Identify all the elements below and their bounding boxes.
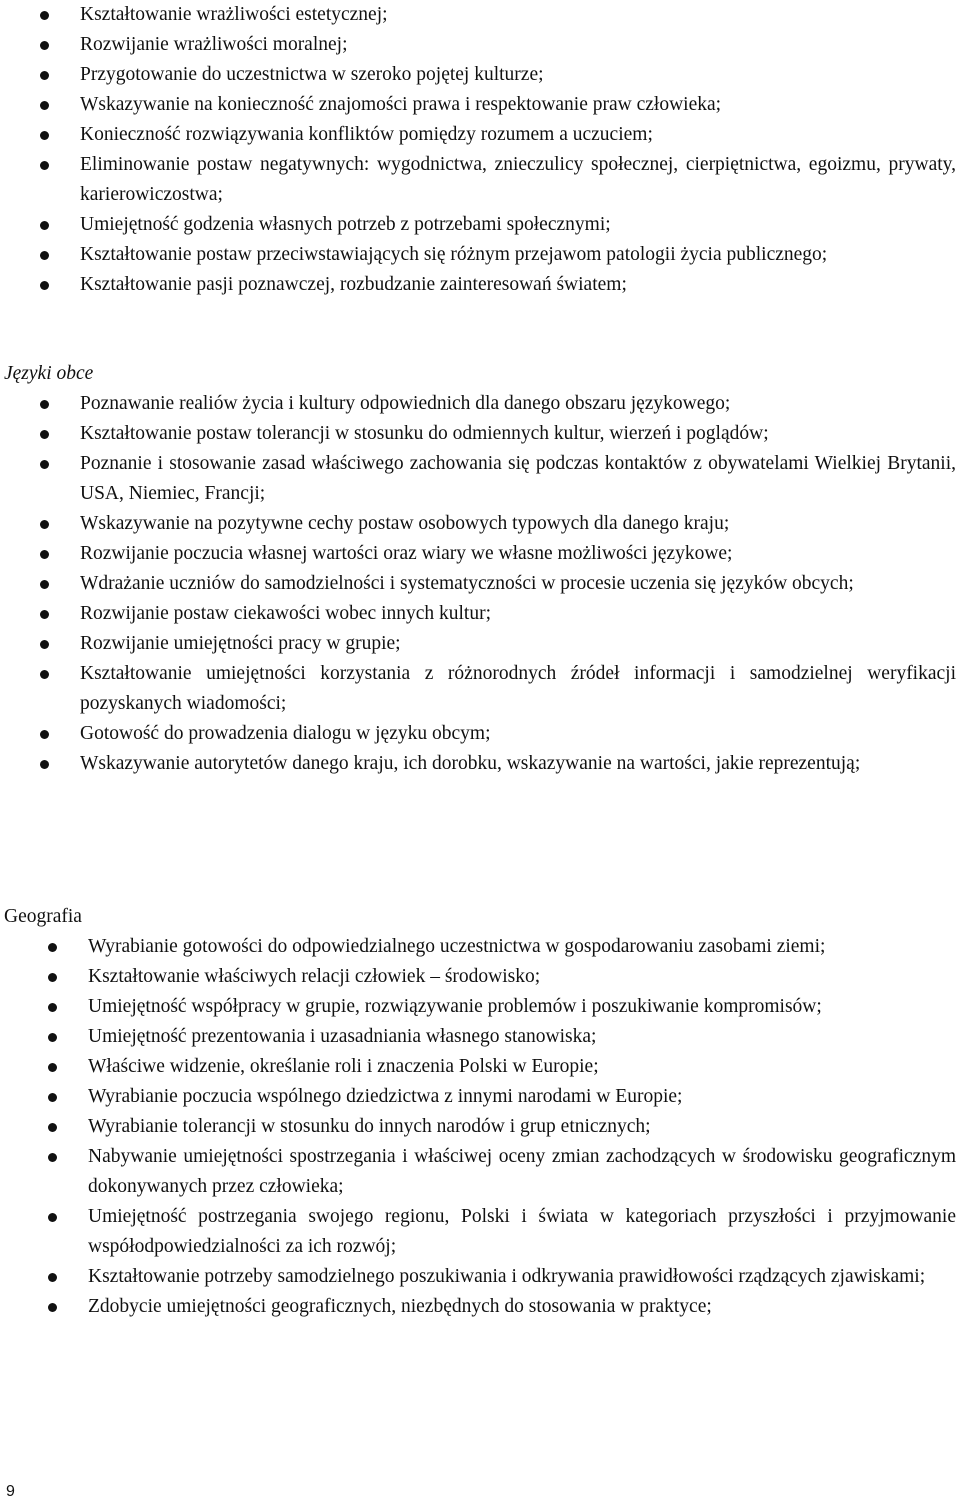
bullet-icon [48,1003,57,1012]
list-item-text: Umiejętność prezentowania i uzasadniania własnego stanowiska; [88,1026,597,1047]
bullet-icon [40,281,49,290]
list-item [88,962,956,992]
bullet-icon [40,550,49,559]
list-item-text: Poznanie i stosowanie zasad właściwego zachowania się podczas kontaktów z obywatelami Wielkiej Brytanii, USA, Niemiec, Francji; [80,453,956,504]
values-list [80,0,956,300]
list-item-text: Rozwijanie wrażliwości moralnej; [80,34,348,55]
bullet-icon [40,251,49,260]
list-item-text: Kształtowanie pasji poznawczej, rozbudzanie zainteresowań światem; [80,274,627,295]
bullet-icon [40,101,49,110]
list-item [80,539,956,569]
list-item-text: Kształtowanie umiejętności korzystania z różnorodnych źródeł informacji i samodzielnej weryfikacji pozyskanych wiadomości; [80,663,956,714]
page-number: 9 [6,1483,15,1500]
list-item [80,509,956,539]
list-item [80,30,956,60]
list-item-text: Umiejętność postrzegania swojego regionu, Polski i świata w kategoriach przyszłości i przyjmowanie współodpowiedzialności za ich rozwój; [88,1206,956,1257]
bullet-icon [40,610,49,619]
list-item-text: Przygotowanie do uczestnictwa w szeroko pojętej kulturze; [80,64,544,85]
list-item-text: Kształtowanie postaw tolerancji w stosunku do odmiennych kultur, wierzeń i poglądów; [80,423,769,444]
list-item [88,1022,956,1052]
list-item-text: Rozwijanie umiejętności pracy w grupie; [80,633,401,654]
list-item [80,90,956,120]
list-item [80,419,956,449]
bullet-icon [48,943,57,952]
list-item-text: Umiejętność współpracy w grupie, rozwiązywanie problemów i poszukiwanie kompromisów; [88,996,822,1017]
list-item-text: Wyrabianie gotowości do odpowiedzialnego uczestnictwa w gospodarowaniu zasobami ziemi; [88,936,826,957]
list-item [80,210,956,240]
list-item-text: Zdobycie umiejętności geograficznych, niezbędnych do stosowania w praktyce; [88,1296,712,1317]
list-item-text: Wdrażanie uczniów do samodzielności i systematyczności w procesie uczenia się języków obcych; [80,573,854,594]
bullet-icon [40,670,49,679]
list-item-text: Kształtowanie wrażliwości estetycznej; [80,4,388,25]
list-item-text: Kształtowanie potrzeby samodzielnego poszukiwania i odkrywania prawidłowości rządzących zjawiskami; [88,1266,926,1287]
list-item [80,719,956,749]
bullet-icon [40,730,49,739]
languages-list [80,389,956,779]
bullet-icon [48,1303,57,1312]
bullet-icon [48,1093,57,1102]
list-item-text: Właściwe widzenie, określanie roli i znaczenia Polski w Europie; [88,1056,599,1077]
list-item-text: Kształtowanie postaw przeciwstawiających się różnym przejawom patologii życia publicznego; [80,244,828,265]
list-item [80,599,956,629]
list-item-text: Wyrabianie poczucia wspólnego dziedzictwa z innymi narodami w Europie; [88,1086,683,1107]
list-item-text: Gotowość do prowadzenia dialogu w języku obcym; [80,723,491,744]
bullet-icon [40,520,49,529]
list-item [88,1112,956,1142]
list-item-text: Eliminowanie postaw negatywnych: wygodnictwa, znieczulicy społecznej, cierpiętnictwa, egoizmu, prywaty, karierowiczostwa; [80,154,956,205]
list-item [88,1292,956,1322]
list-item-text: Rozwijanie poczucia własnej wartości oraz wiary we własne możliwości językowe; [80,543,733,564]
list-item [80,150,956,210]
bullet-icon [40,41,49,50]
list-item [80,659,956,719]
list-item [88,1142,956,1202]
list-item [80,60,956,90]
list-item [88,1262,956,1292]
bullet-icon [40,71,49,80]
list-item [80,449,956,509]
bullet-icon [48,1153,57,1162]
section-heading-languages: Języki obce [4,363,94,384]
list-item-text: Rozwijanie postaw ciekawości wobec innych kultur; [80,603,492,624]
list-item [88,992,956,1022]
list-item-text: Wyrabianie tolerancji w stosunku do innych narodów i grup etnicznych; [88,1116,651,1137]
bullet-icon [48,1123,57,1132]
bullet-icon [40,640,49,649]
bullet-icon [40,400,49,409]
list-item-text: Konieczność rozwiązywania konfliktów pomiędzy rozumem a uczuciem; [80,124,653,145]
bullet-icon [40,161,49,170]
bullet-icon [40,430,49,439]
list-item-text: Umiejętność godzenia własnych potrzeb z potrzebami społecznymi; [80,214,611,235]
bullet-icon [40,221,49,230]
bullet-icon [48,1033,57,1042]
list-item [80,629,956,659]
bullet-icon [40,131,49,140]
bullet-icon [40,460,49,469]
list-item [80,0,956,30]
list-item [80,569,956,599]
list-item [88,1082,956,1112]
bullet-icon [40,760,49,769]
list-item-text: Wskazywanie na konieczność znajomości prawa i respektowanie praw człowieka; [80,94,722,115]
list-item [80,749,956,779]
list-item [80,120,956,150]
geography-list [88,932,956,1322]
bullet-icon [48,1213,57,1222]
list-item-text: Poznawanie realiów życia i kultury odpowiednich dla danego obszaru językowego; [80,393,731,414]
bullet-icon [48,1273,57,1282]
list-item [88,1202,956,1262]
list-item [80,240,956,270]
list-item-text: Nabywanie umiejętności spostrzegania i właściwej oceny zmian zachodzących w środowisku geograficznym dokonywanych przez człowieka; [88,1146,956,1197]
bullet-icon [40,580,49,589]
list-item [88,932,956,962]
list-item-text: Kształtowanie właściwych relacji człowiek – środowisko; [88,966,541,987]
list-item [88,1052,956,1082]
section-heading-geography: Geografia [4,906,82,927]
list-item [80,270,956,300]
bullet-icon [48,973,57,982]
list-item-text: Wskazywanie na pozytywne cechy postaw osobowych typowych dla danego kraju; [80,513,730,534]
list-item-text: Wskazywanie autorytetów danego kraju, ich dorobku, wskazywanie na wartości, jakie reprezentują; [80,753,861,774]
list-item [80,389,956,419]
bullet-icon [40,11,49,20]
bullet-icon [48,1063,57,1072]
